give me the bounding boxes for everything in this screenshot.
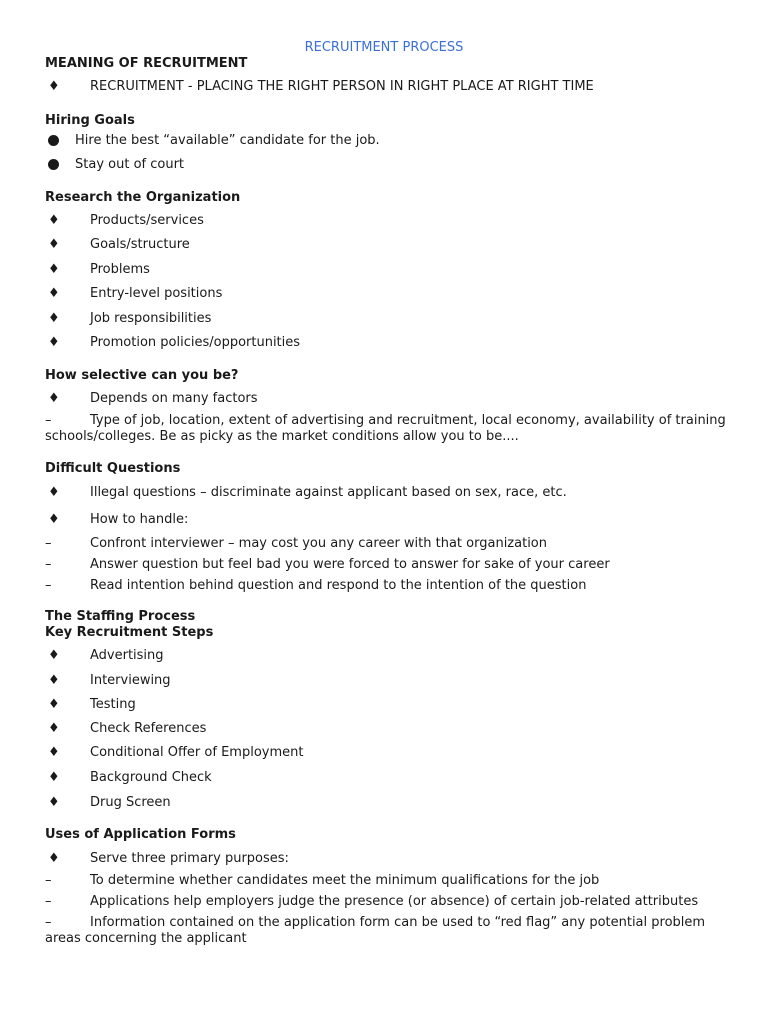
dash-bullet-icon: – (45, 536, 52, 551)
list-item-text: Advertising (90, 648, 164, 663)
list-item-text: Products/services (90, 213, 204, 228)
circle-bullet-icon (48, 159, 59, 170)
dash-bullet-icon: – (45, 894, 52, 909)
heading-uses-of-application-forms: Uses of Application Forms (45, 827, 236, 842)
heading-hiring-goals: Hiring Goals (45, 113, 135, 128)
list-item-text: Hire the best “available” candidate for the job. (75, 133, 380, 148)
diamond-bullet-icon: ♦ (48, 213, 60, 228)
dash-bullet-icon: – (45, 413, 52, 428)
diamond-bullet-icon: ♦ (48, 512, 60, 527)
list-item-text: Interviewing (90, 673, 171, 688)
diamond-bullet-icon: ♦ (48, 721, 60, 736)
diamond-bullet-icon: ♦ (48, 697, 60, 712)
list-item-text: Entry-level positions (90, 286, 223, 301)
diamond-bullet-icon: ♦ (48, 770, 60, 785)
heading-meaning-of-recruitment: MEANING OF RECRUITMENT (45, 56, 248, 71)
sub-list-item-text: Applications help employers judge the presence (or absence) of certain job-related attributes (90, 894, 699, 909)
list-item-text: How to handle: (90, 512, 189, 527)
list-item-text: Check References (90, 721, 207, 736)
diamond-bullet-icon: ♦ (48, 648, 60, 663)
list-item-text: Conditional Offer of Employment (90, 745, 304, 760)
list-item-text: Drug Screen (90, 795, 171, 810)
diamond-bullet-icon: ♦ (48, 286, 60, 301)
diamond-bullet-icon: ♦ (48, 311, 60, 326)
list-item-text: Job responsibilities (90, 311, 212, 326)
diamond-bullet-icon: ♦ (48, 262, 60, 277)
diamond-bullet-icon: ♦ (48, 79, 60, 94)
list-item-text: Illegal questions – discriminate against applicant based on sex, race, etc. (90, 485, 567, 500)
heading-difficult-questions: Difficult Questions (45, 461, 181, 476)
heading-research-the-organization: Research the Organization (45, 190, 241, 205)
document-title: RECRUITMENT PROCESS (304, 40, 464, 55)
dash-bullet-icon: – (45, 578, 52, 593)
paragraph-text: Information contained on the application form can be used to “red flag” any potential problem areas concerning the applicant (45, 915, 706, 946)
diamond-bullet-icon: ♦ (48, 485, 60, 500)
list-item-text: RECRUITMENT - PLACING THE RIGHT PERSON IN RIGHT PLACE AT RIGHT TIME (90, 79, 594, 94)
diamond-bullet-icon: ♦ (48, 673, 60, 688)
dash-bullet-icon: – (45, 915, 52, 930)
sub-list-item-text: Confront interviewer – may cost you any career with that organization (90, 536, 547, 551)
sub-list-item-text: Read intention behind question and respond to the intention of the question (90, 578, 587, 593)
list-item-text: Promotion policies/opportunities (90, 335, 301, 350)
list-item-text: Depends on many factors (90, 391, 258, 406)
list-item-text: Serve three primary purposes: (90, 851, 289, 866)
heading-how-selective: How selective can you be? (45, 368, 239, 383)
list-item-text: Testing (90, 697, 136, 712)
diamond-bullet-icon: ♦ (48, 391, 60, 406)
dash-bullet-icon: – (45, 557, 52, 572)
diamond-bullet-icon: ♦ (48, 335, 60, 350)
list-item-text: Goals/structure (90, 237, 190, 252)
list-item-text: Stay out of court (75, 157, 185, 172)
paragraph (45, 413, 735, 445)
list-item-text: Problems (90, 262, 150, 277)
diamond-bullet-icon: ♦ (48, 237, 60, 252)
heading-staffing-process: The Staffing Process (45, 609, 196, 624)
paragraph (45, 915, 735, 947)
diamond-bullet-icon: ♦ (48, 745, 60, 760)
heading-key-recruitment-steps: Key Recruitment Steps (45, 625, 214, 640)
diamond-bullet-icon: ♦ (48, 795, 60, 810)
list-item-text: Background Check (90, 770, 212, 785)
dash-bullet-icon: – (45, 873, 52, 888)
diamond-bullet-icon: ♦ (48, 851, 60, 866)
circle-bullet-icon (48, 135, 59, 146)
sub-list-item-text: Answer question but feel bad you were forced to answer for sake of your career (90, 557, 610, 572)
sub-list-item-text: To determine whether candidates meet the minimum qualifications for the job (90, 873, 600, 888)
paragraph-text: Type of job, location, extent of advertising and recruitment, local economy, availability of training schools/colleges. Be as picky as the market conditions allow you to be.... (45, 413, 726, 444)
